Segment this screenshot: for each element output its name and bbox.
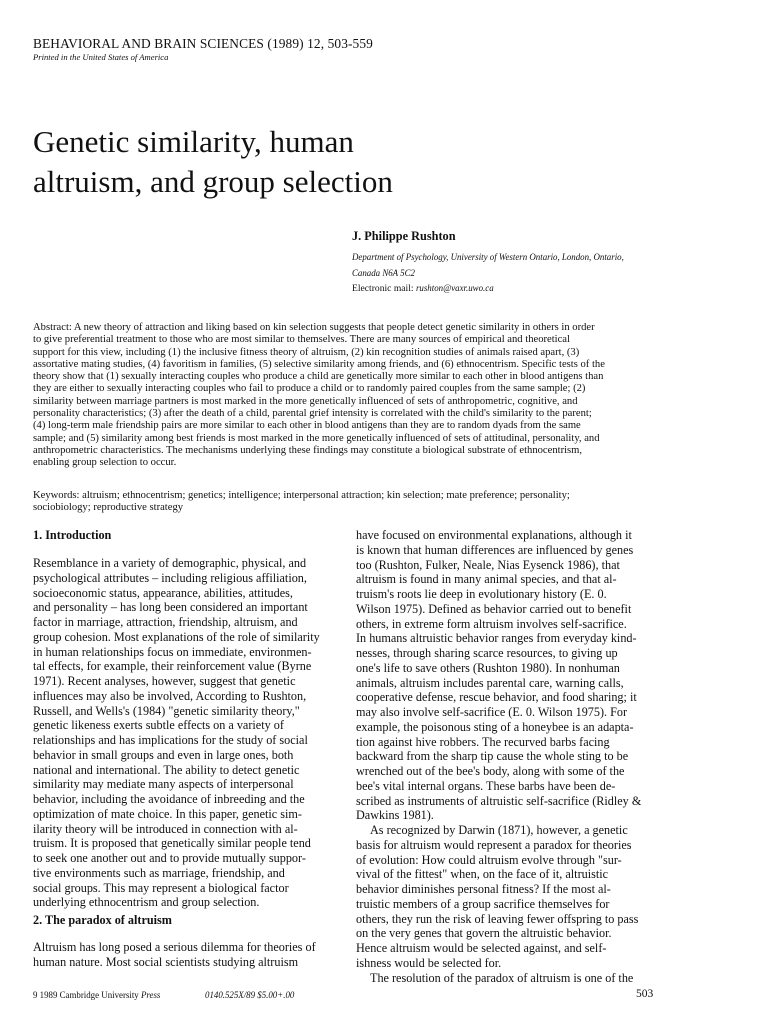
text-line: bee's vital internal organs. These barbs have been de- [356,778,616,793]
copyright-text: 9 1989 Cambridge University [33,990,139,1000]
abstract [33,322,661,470]
text-line: group cohesion. Most explanations of the role of similarity [33,629,320,644]
text-line: behavior diminishes personal fitness? If the most al- [356,882,611,896]
abstract-line: sample; and (5) similarity among best friends is most marked in the more genetically influenced of sets of attitudinal, personality, and [33,432,600,444]
left-column-paragraph-2 [33,940,337,970]
keywords-line: Keywords: altruism; ethnocentrism; genetics; intelligence; interpersonal attraction; kin selection; mate preference; personality; [33,490,570,501]
text-line: Hence altruism would be selected against, and self- [356,941,607,955]
journal-header: BEHAVIORAL AND BRAIN SCIENCES (1989) 12, 503-559 [33,36,373,51]
text-line: Altruism has long posed a serious dilemma for theories of [33,940,316,954]
abstract-line: (4) long-term male friendship pairs are more similar to each other in blood antigens than they are to random dyads from the same [33,420,581,432]
text-line: Wilson 1975). Defined as behavior carried out to benefit [356,601,632,616]
text-line: As recognized by Darwin (1871), however, a genetic [370,823,628,837]
abstract-line: Abstract: A new theory of attraction and liking based on kin selection suggests that people detect genetic similarity in others in order [33,322,595,333]
text-line: and personality – has long been considered an important [33,600,308,615]
text-line: ishness would be selected for. [356,955,502,970]
text-line: on the very genes that govern the altruistic behavior. [356,926,612,941]
text-line: truism's roots lie deep in evolutionary history (E. 0. [356,587,607,601]
abstract-line: anthropometric characteristics. The mechanisms underlying these findings may constitute a biological substrate of ethnocentrism, [33,444,583,456]
abstract-line: similarity between marriage partners is most marked in the more genetically influenced of sets of anthropometric, cognitive, and [33,395,578,407]
right-column [356,528,660,985]
author-affiliation [352,249,672,281]
text-line: behavior in small groups and even in large ones, both [33,747,294,762]
text-line: nesses, through sharing scarce resources, to giving up [356,646,618,660]
article-code: 0140.525X/89 $5.00+.00 [205,990,295,1000]
author-name: J. Philippe Rushton [352,229,456,243]
author-email [352,281,672,296]
section-heading-introduction: 1. Introduction [33,528,112,542]
text-line: backward from the sharp tip cause the whole sting to be [356,749,629,764]
text-line: tive environments such as marriage, friendship, and [33,865,285,880]
text-line: scribed as instruments of altruistic self-sacrifice (Ridley & [356,793,642,808]
text-line: of evolution: How could altruism evolve through "sur- [356,852,622,867]
text-line: Resemblance in a variety of demographic, physical, and [33,556,307,570]
text-line: cooperative defense, rescue behavior, and food sharing; it [356,690,637,705]
text-line: optimization of mate choice. In this paper, genetic sim- [33,806,302,821]
text-line: is known that human differences are influenced by genes [356,542,634,557]
text-line: Dawkins 1981). [356,808,434,823]
abstract-line: support for this view, including (1) the inclusive fitness theory of altruism, (2) kin recognition studies of animals raised apart, (3) [33,346,580,358]
affiliation-line-2: Canada N6A 5C2 [352,268,415,278]
text-line: relationships and has implications for the study of social [33,733,308,747]
text-line: influences may also be involved, According to Rushton, [33,688,307,703]
text-line: In humans altruistic behavior ranges from everyday kind- [356,631,637,646]
text-line: behavior, including the avoidance of inbreeding and the [33,792,305,806]
printed-note: Printed in the United States of America [33,52,169,62]
affiliation-line-1: Department of Psychology, University of Western Ontario, London, Ontario, [352,252,624,262]
abstract-line: assortative mating studies, (4) favoritism in families, (5) selective similarity among friends, and (6) ethnocentrism. Specific tests of the [33,358,605,370]
abstract-line: personality characteristics; (3) after the death of a child, parental grief intensity is correlated with the child's similarity to the parent; [33,408,592,420]
keywords-line: sociobiology; reproductive strategy [33,502,184,514]
text-line: one's life to save others (Rushton 1980). In nonhuman [356,660,620,675]
text-line: tion against hive robbers. The recurved barbs facing [356,734,610,749]
text-line: wrenched out of the bee's body, along with some of the [356,764,625,778]
text-line: too (Rushton, Fulker, Neale, Nias Eysenck 1986), that [356,557,620,572]
page-number: 503 [636,988,654,1000]
abstract-line: to give preferential treatment to those who are most similar to themselves. There are many sources of empirical and theoretical [33,334,570,346]
text-line: animals, altruism includes parental care, warning calls, [356,675,624,690]
author-block [352,229,672,296]
text-line: truistic members of a group sacrifice themselves for [356,896,610,911]
text-line: ilarity theory will be introduced in connection with al- [33,821,298,836]
text-line: Russell, and Wells's (1984) "genetic similarity theory," [33,703,300,718]
abstract-line: theory show that (1) sexually interacting couples who produce a child are genetically more similar to each other in blood antigens than [33,371,604,383]
copyright-press: Press [140,990,161,1000]
title-line-2: altruism, and group selection [33,164,393,199]
text-line: may also involve self-sacrifice (E. 0. Wilson 1975). For [356,705,628,719]
text-line: truism. It is proposed that genetically similar people tend [33,836,311,851]
text-line: human nature. Most social scientists studying altruism [33,954,299,969]
email-address: rushton@vaxr.uwo.ca [415,283,494,293]
text-line: factor in marriage, attraction, friendship, altruism, and [33,615,298,629]
text-line: social groups. This may represent a biological factor [33,880,289,895]
text-line: example, the poisonous sting of a honeybee is an adapta- [356,719,634,734]
text-line: similarity may mediate many aspects of interpersonal [33,777,294,792]
abstract-line: enabling group selection to occur. [33,457,177,469]
text-line: basis for altruism would represent a paradox for theories [356,837,632,852]
text-line: to seek one another out and to provide mutually suppor- [33,851,306,865]
title-line-1: Genetic similarity, human [33,124,354,159]
text-line: psychological attributes – including religious affiliation, [33,570,307,585]
abstract-line: they are either to sexually interacting couples who fail to produce a child or to randomly paired couples from the same sample; (2) [33,383,586,395]
email-label: Electronic mail: [352,283,414,294]
text-line: genetic likeness exerts subtle effects on a variety of [33,718,284,733]
text-line: 1971). Recent analyses, however, suggest that genetic [33,674,296,688]
section-heading-paradox: 2. The paradox of altruism [33,913,172,927]
article-title [33,122,473,202]
text-line: altruism is found in many animal species, and that al- [356,572,617,587]
keywords [33,490,661,515]
text-line: national and international. The ability to detect genetic [33,762,300,777]
text-line: The resolution of the paradox of altruism is one of the [370,970,634,985]
text-line: others, they run the risk of leaving fewer offspring to pass [356,911,639,926]
left-column-paragraph-1 [33,556,337,910]
text-line: in human relationships focus on immediate, environmen- [33,644,312,659]
text-line: underlying ethnocentrism and group selection. [33,895,260,910]
text-line: have focused on environmental explanations, although it [356,528,632,542]
text-line: socioeconomic status, appearance, abilities, attitudes, [33,585,293,600]
text-line: vival of the fittest" when, on the face of it, altruistic [356,867,609,882]
text-line: others, in extreme form altruism involves self-sacrifice. [356,616,627,631]
copyright-notice [33,990,160,1000]
text-line: tal effects, for example, their reinforcement value (Byrne [33,659,312,674]
